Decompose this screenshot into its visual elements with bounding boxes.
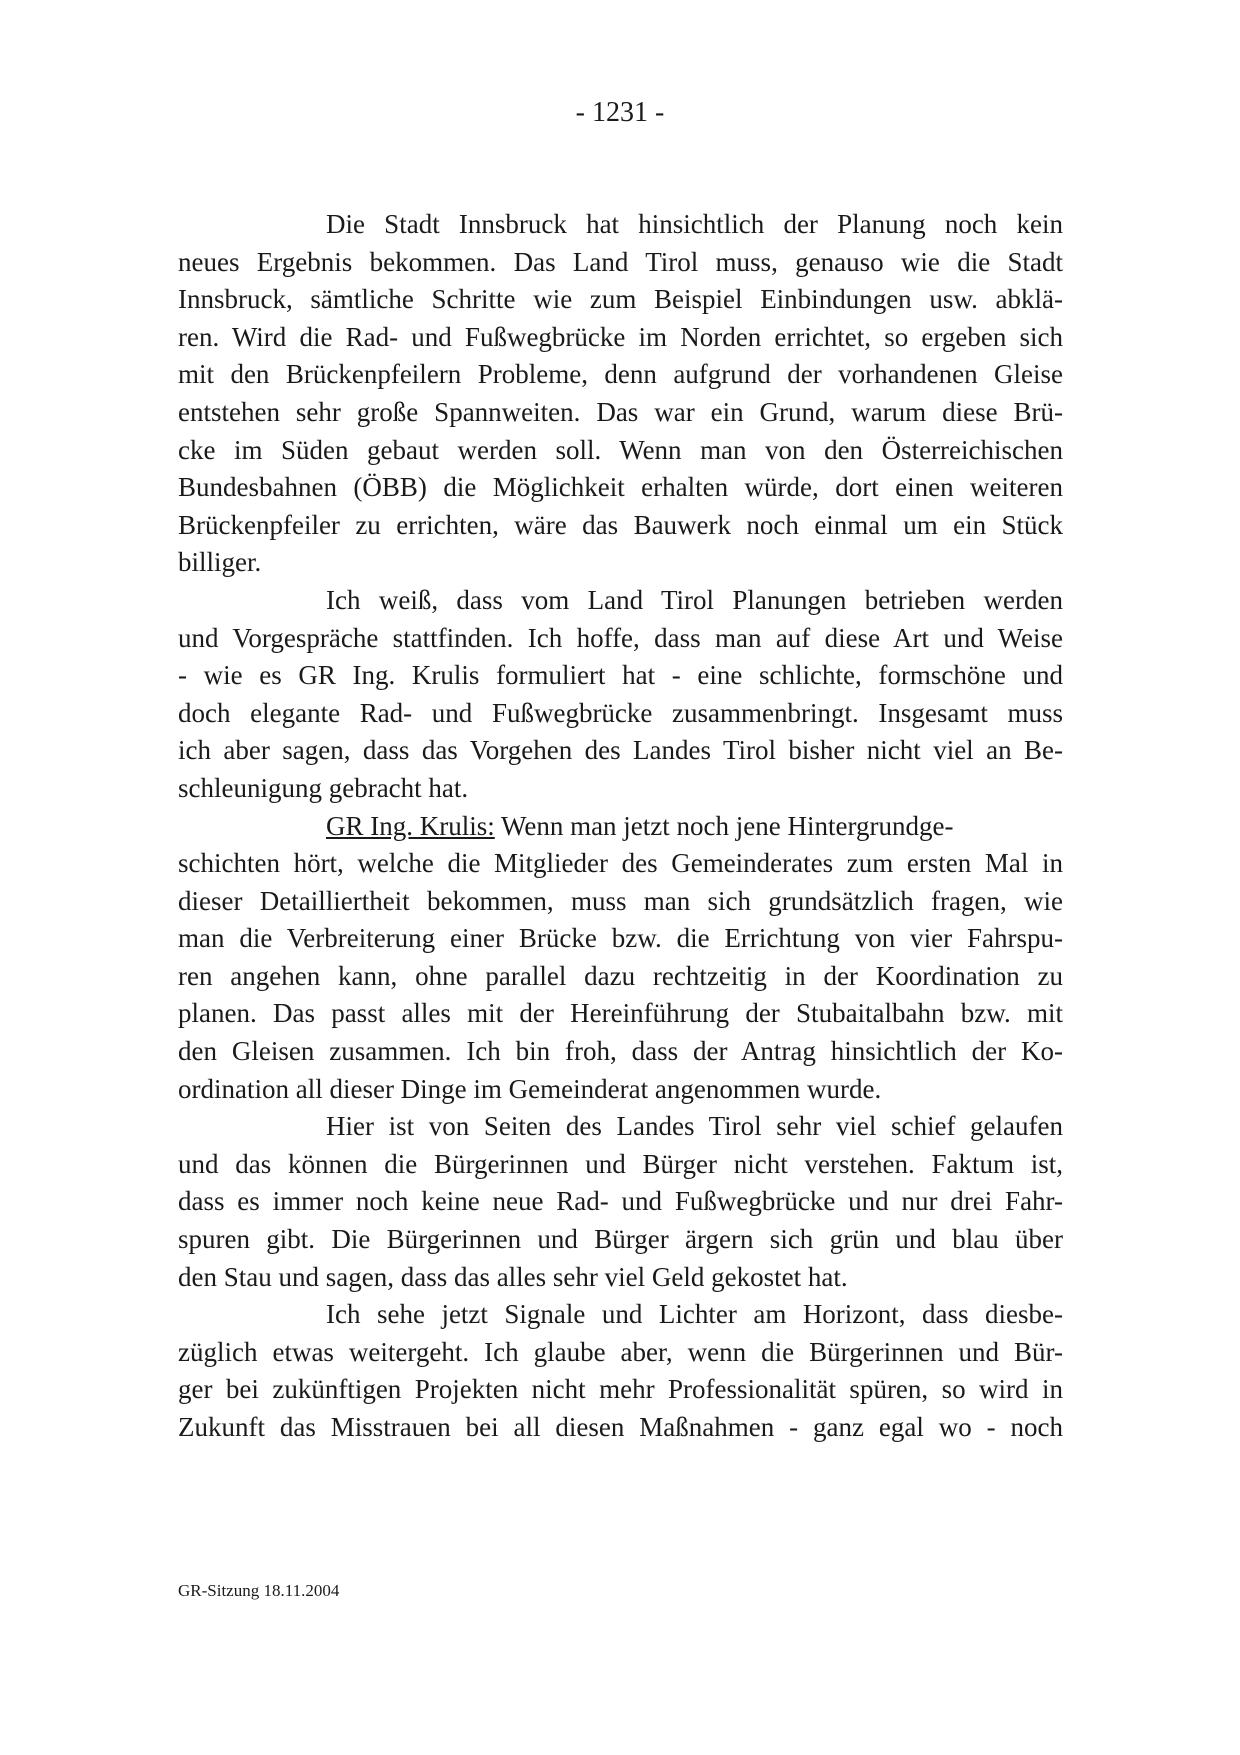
- text-line: Ich sehe jetzt Signale und Lichter am Horizont, dass diesbe-: [326, 1299, 1063, 1330]
- text-line: neues Ergebnis bekommen. Das Land Tirol muss, genauso wie die Stadt: [178, 246, 1063, 277]
- text-line: den Gleisen zusammen. Ich bin froh, dass der Antrag hinsichtlich der Ko-: [178, 1036, 1063, 1067]
- text-line: dass es immer noch keine neue Rad- und Fußwegbrücke und nur drei Fahr-: [178, 1186, 1063, 1217]
- text-line: [178, 808, 1063, 846]
- text-line: billiger.: [178, 547, 262, 578]
- text-line: ren. Wird die Rad- und Fußwegbrücke im Norden errichtet, so ergeben sich: [178, 321, 1063, 352]
- speaker-statement: Wenn man jetzt noch jene Hintergrundge-: [494, 810, 954, 841]
- text-line: Zukunft das Misstrauen bei all diesen Maßnahmen - ganz egal wo - noch: [178, 1412, 1063, 1442]
- text-line: Ich weiß, dass vom Land Tirol Planungen betrieben werden: [326, 584, 1063, 615]
- text-line: Bundesbahnen (ÖBB) die Möglichkeit erhalten würde, dort einen weiteren: [178, 472, 1063, 503]
- text-line: ger bei zukünftigen Projekten nicht mehr Professionalität spüren, so wird in: [178, 1374, 1063, 1405]
- text-line: man die Verbreiterung einer Brücke bzw. die Errichtung von vier Fahrspu-: [178, 923, 1063, 954]
- text-line: planen. Das passt alles mit der Hereinführung der Stubaitalbahn bzw. mit: [178, 998, 1063, 1029]
- text-line: Innsbruck, sämtliche Schritte wie zum Beispiel Einbindungen usw. abklä-: [178, 284, 1063, 315]
- text-line: züglich etwas weitergeht. Ich glaube aber, wenn die Bürgerinnen und Bür-: [178, 1336, 1063, 1367]
- text-line: ich aber sagen, dass das Vorgehen des Landes Tirol bisher nicht viel an Be-: [178, 735, 1063, 766]
- paragraph: [178, 582, 1063, 808]
- paragraph: [178, 808, 1063, 1109]
- text-line: ren angehen kann, ohne parallel dazu rechtzeitig in der Koordination zu: [178, 960, 1063, 991]
- text-line: den Stau und sagen, dass das alles sehr viel Geld gekostet hat.: [178, 1261, 848, 1292]
- text-line: Die Stadt Innsbruck hat hinsichtlich der Planung noch kein: [326, 209, 1063, 239]
- text-line: schleunigung gebracht hat.: [178, 772, 469, 803]
- speaker-name: GR Ing. Krulis:: [326, 810, 495, 841]
- paragraph: [178, 1296, 1063, 1446]
- text-line: entstehen sehr große Spannweiten. Das war ein Grund, warum diese Brü-: [178, 396, 1063, 427]
- text-line: ordination all dieser Dinge im Gemeinderat angenommen wurde.: [178, 1073, 882, 1104]
- text-line: - wie es GR Ing. Krulis formuliert hat - eine schlichte, formschöne und: [178, 660, 1063, 691]
- text-line: dieser Detailliertheit bekommen, muss man sich grundsätzlich fragen, wie: [178, 885, 1063, 916]
- text-line: spuren gibt. Die Bürgerinnen und Bürger ärgern sich grün und blau über: [178, 1224, 1063, 1255]
- text-line: mit den Brückenpfeilern Probleme, denn aufgrund der vorhandenen Gleise: [178, 359, 1063, 390]
- text-line: schichten hört, welche die Mitglieder des Gemeinderates zum ersten Mal in: [178, 848, 1063, 879]
- text-line: Hier ist von Seiten des Landes Tirol sehr viel schief gelaufen: [326, 1111, 1063, 1142]
- text-line: Brückenpfeiler zu errichten, wäre das Bauwerk noch einmal um ein Stück: [178, 509, 1063, 540]
- text-line: cke im Süden gebaut werden soll. Wenn man von den Österreichischen: [178, 434, 1063, 465]
- page-footer: GR-Sitzung 18.11.2004: [178, 1581, 340, 1600]
- document-body: [178, 206, 1063, 1447]
- paragraph: [178, 206, 1063, 582]
- page-number: - 1231 -: [575, 97, 665, 128]
- text-line: und Vorgespräche stattfinden. Ich hoffe, dass man auf diese Art und Weise: [178, 622, 1063, 653]
- paragraph: [178, 1108, 1063, 1296]
- text-line: doch elegante Rad- und Fußwegbrücke zusammenbringt. Insgesamt muss: [178, 697, 1063, 728]
- text-line: und das können die Bürgerinnen und Bürger nicht verstehen. Faktum ist,: [178, 1148, 1063, 1179]
